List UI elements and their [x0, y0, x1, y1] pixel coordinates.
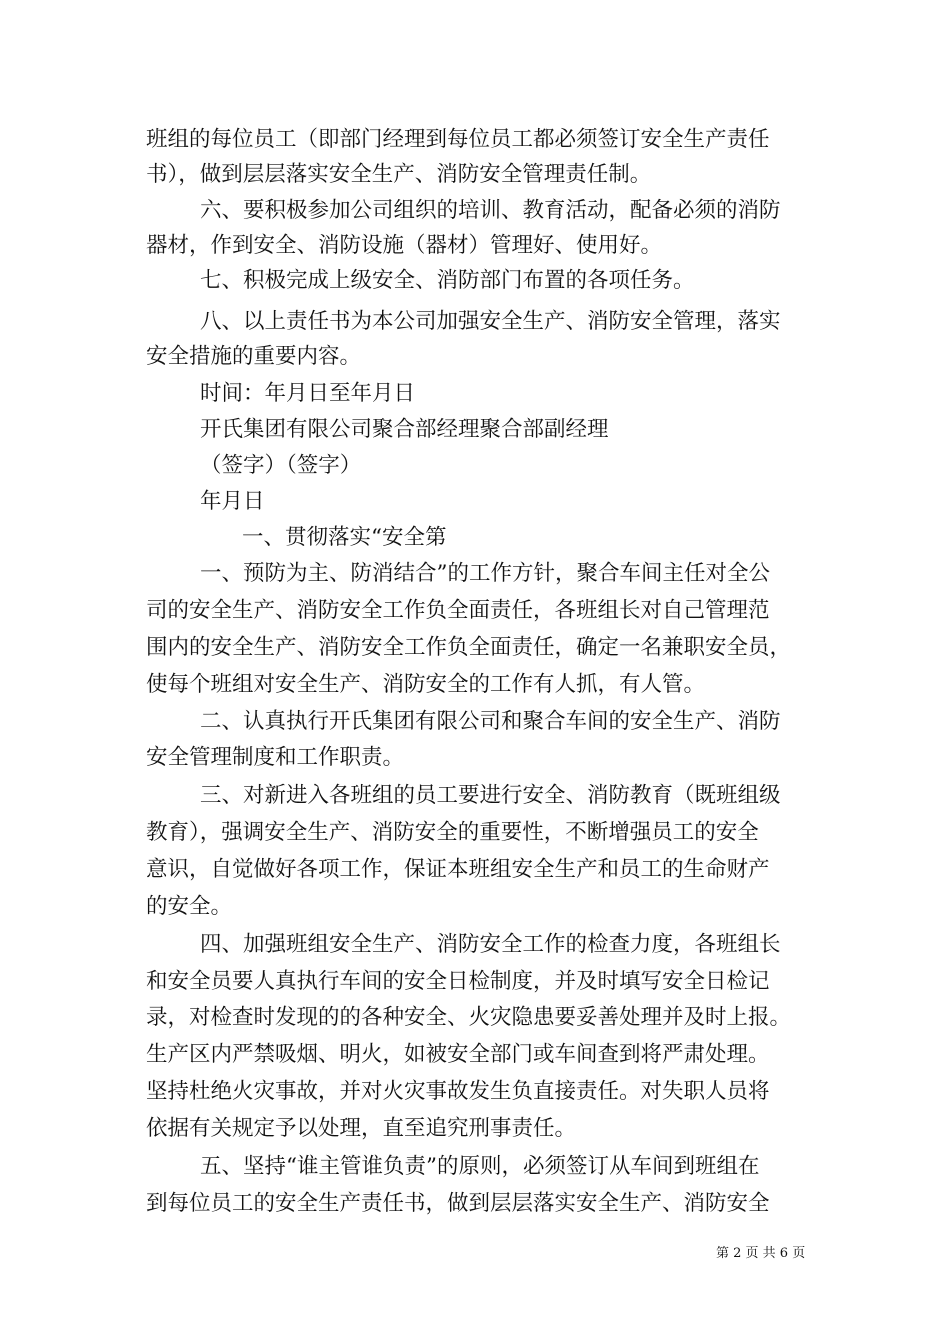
paragraph-1: 一、预防为主、防消结合”的工作方针，聚合车间主任对全公	[200, 561, 770, 586]
text-line: 器材，作到安全、消防设施（器材）管理好、使用好。	[146, 233, 663, 258]
signature-date: 年月日	[200, 489, 265, 514]
text-line: 和安全员要人真执行车间的安全日检制度，并及时填写安全日检记	[146, 969, 770, 994]
paragraph-4: 四、加强班组安全生产、消防安全工作的检查力度，各班组长	[200, 932, 781, 957]
signature-placeholders: （签字）（签字）	[200, 453, 362, 478]
text-line: 司的安全生产、消防安全工作负全面责任，各班组长对自己管理范	[146, 598, 770, 623]
text-line: 到每位员工的安全生产责任书，做到层层落实安全生产、消防安全	[146, 1191, 770, 1216]
signature-names: 开氏集团有限公司聚合部经理聚合部副经理	[200, 417, 609, 442]
text-line: 安全措施的重要内容。	[146, 344, 362, 369]
section-heading: 一、贯彻落实“安全第	[242, 525, 447, 550]
text-line: 使每个班组对安全生产、消防安全的工作有人抓，有人管。	[146, 672, 706, 697]
paragraph-7: 七、积极完成上级安全、消防部门布置的各项任务。	[200, 268, 695, 293]
text-line: 意识，自觉做好各项工作，保证本班组安全生产和员工的生命财产	[146, 857, 770, 882]
text-line: 书），做到层层落实安全生产、消防安全管理责任制。	[146, 162, 652, 187]
text-line: 班组的每位员工（即部门经理到每位员工都必须签订安全生产责任	[146, 127, 770, 152]
text-line: 围内的安全生产、消防安全工作负全面责任，确定一名兼职安全员，	[146, 635, 792, 660]
text-line: 安全管理制度和工作职责。	[146, 745, 405, 770]
text-line: 生产区内严禁吸烟、明火，如被安全部门或车间查到将严肃处理。	[146, 1042, 770, 1067]
text-line: 依据有关规定予以处理，直至追究刑事责任。	[146, 1116, 577, 1141]
paragraph-2: 二、认真执行开氏集团有限公司和聚合车间的安全生产、消防	[200, 709, 781, 734]
date-line: 时间：年月日至年月日	[200, 381, 416, 406]
page-number-footer: 第 2 页 共 6 页	[716, 1246, 806, 1261]
text-line: 坚持杜绝火灾事故，并对火灾事故发生负直接责任。对失职人员将	[146, 1079, 770, 1104]
paragraph-8: 八、以上责任书为本公司加强安全生产、消防安全管理，落实	[200, 309, 781, 334]
text-line: 的安全。	[146, 894, 233, 919]
paragraph-6: 六、要积极参加公司组织的培训、教育活动，配备必须的消防	[200, 198, 781, 223]
paragraph-3: 三、对新进入各班组的员工要进行安全、消防教育（既班组级	[200, 783, 781, 808]
text-line: 教育），强调安全生产、消防安全的重要性，不断增强员工的安全	[146, 820, 759, 845]
text-line: 录，对检查时发现的的各种安全、火灾隐患要妥善处理并及时上报。	[146, 1005, 792, 1030]
paragraph-5: 五、坚持“谁主管谁负责”的原则，必须签订从车间到班组在	[200, 1154, 760, 1179]
